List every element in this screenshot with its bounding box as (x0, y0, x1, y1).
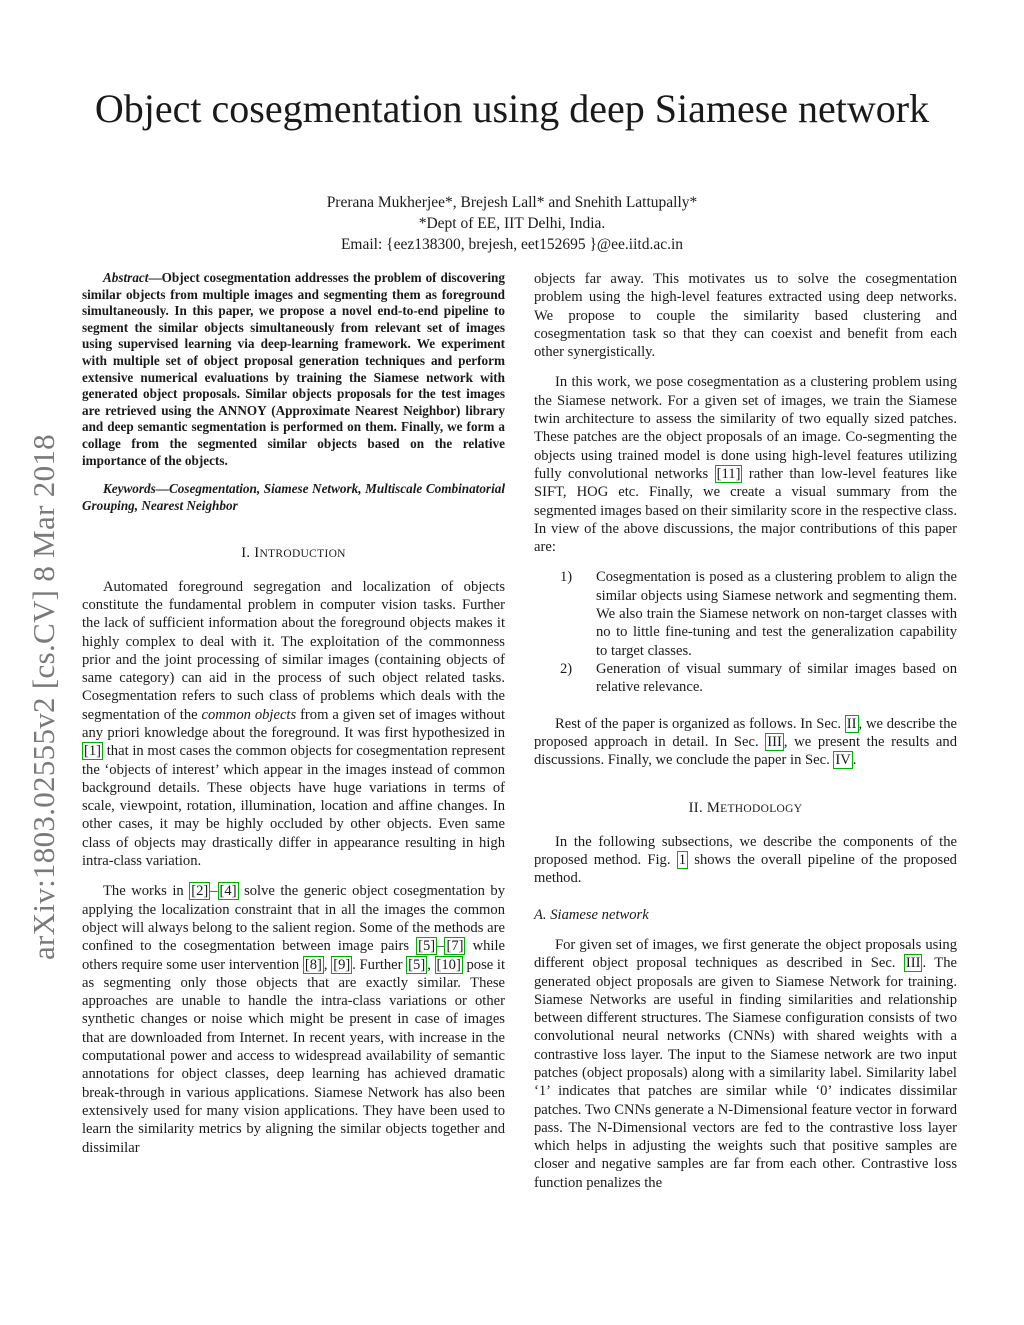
organization-paragraph (534, 715, 957, 770)
abstract-label: Abstract (103, 270, 149, 285)
methodology-paragraph (534, 833, 957, 888)
text-run: solve the generic object cosegmentation by applying the localization constraint that in all the images the common object will always belong to the salient region. Some of the methods are confined to the cosegmentation between image pairs (82, 883, 505, 955)
arxiv-stamp: arXiv:1803.02555v2 [cs.CV] 8 Mar 2018 (26, 434, 61, 960)
citation-link[interactable]: [2] (191, 883, 209, 900)
text-run: pose it as segmenting only those objects that are exactly similar. These approaches are unable to handle the intra-class variations or other synthetic changes or noise which might be present in case of images that are downloaded from Internet. In recent years, with increase in the computational power and access to widespread availability of semantic annotations for object classes, deep learning has achieved dramatic break-through in various applications. Siamese Network has also been extensively used for many vision applications. They have been used to learn the similarity metrics by aligning the similar objects together and dissimilar (82, 956, 506, 1156)
section-link[interactable]: III (905, 955, 921, 972)
text-run: In the following subsections, we describe the components of the proposed method. Fig. (534, 833, 957, 869)
abstract-text: —Object cosegmentation addresses the problem of discovering similar objects from multiple images and segmenting them as foreground simultaneously. In this paper, we propose a novel end-to-end pipeline to segment the similar objects simultaneously from relevant set of images using supervised learning via deep-learning framework. We experiment with multiple set of object proposal generation techniques and perform extensive numerical evaluations by training the Siamese network with generated object proposals. Similar objects proposals for the test images are retrieved using the ANNOY (Approximate Nearest Neighbor) library and deep semantic segmentation is performed on them. Finally, we form a collage from the segmented similar objects based on the relative importance of the objects. (82, 270, 505, 468)
citation-link[interactable]: [9] (333, 956, 351, 973)
author-block (0, 192, 1024, 255)
emphasis: common objects (201, 706, 297, 723)
left-column (82, 270, 505, 1157)
citation-link[interactable]: [8] (304, 956, 322, 973)
text-run: that in most cases the common objects for cosegmentation represent the ‘objects of interest’ which appear in the images instead of common background details. These objects have huge variations in terms of scale, viewpoint, rotation, illumination, location and affine changes. In other cases, it may be highly occluded by other objects. Even same class of objects may drastically differ in appearance resulting in high intra-class variation. (82, 743, 505, 870)
text-run: , we describe the proposed approach in detail. In Sec. (534, 715, 957, 750)
text-run: – (437, 938, 445, 955)
section-link[interactable]: IV (835, 752, 851, 769)
intro-first: I (254, 545, 260, 562)
siamese-paragraph (534, 936, 957, 1192)
section-link[interactable]: II (846, 715, 857, 732)
author-affiliation: *Dept of EE, IIT Delhi, India. (418, 215, 606, 232)
author-email: Email: {eez138300, brejesh, eet152695 }@ee.iitd.ac.in (340, 236, 684, 253)
text-run: , (427, 956, 435, 973)
contributions-list (534, 568, 957, 696)
list-number: 1) (560, 569, 573, 586)
list-text: Cosegmentation is posed as a clustering problem to align the similar objects using Siamese network and segmenting them. We also train the Siamese network on non-target classes with no to little fine-tuning and test the generalization capability to target classes. (596, 569, 957, 659)
text-run: The works in (103, 883, 190, 900)
citation-link[interactable]: [5] (418, 938, 436, 955)
keywords-label: Keywords (103, 481, 156, 497)
citation-link[interactable]: [4] (219, 883, 237, 900)
author-names: Prerana Mukherjee*, Brejesh Lall* and Snehith Lattupally* (326, 194, 698, 211)
text-run: while others require some user intervention (82, 938, 505, 973)
abstract (82, 270, 505, 469)
subsection-heading-siamese: A. Siamese network (534, 906, 649, 923)
text-run: Automated foreground segregation and localization of objects constitute the fundamental problem in computer vision tasks. Further the lack of sufficient information about the foreground objects makes it highly complex to deal with it. The exploitation of the commonness prior and the joint processing of similar images (containing objects of same category) can aid in the process of such object related tasks. Cosegmentation refers to such class of problems which deals with the segmentation of the (82, 578, 505, 723)
section-link[interactable]: III (767, 733, 782, 750)
text-run: shows the overall pipeline of the proposed method. (534, 852, 957, 887)
intro-paragraph-1 (82, 578, 505, 871)
citation-link[interactable]: [5] (408, 956, 426, 973)
section-heading-introduction (82, 544, 505, 563)
citation-link[interactable]: [7] (446, 938, 464, 955)
text-run: – (210, 883, 218, 900)
text-run: , we present the results and discussions. Finally, we conclude the paper in Sec. (534, 733, 957, 769)
right-paragraph-2 (534, 373, 957, 556)
section-heading-methodology (534, 799, 957, 818)
paper-title: Object cosegmentation using deep Siamese network (94, 86, 930, 131)
text-run: For given set of images, we first generate the object proposals using different object proposal techniques as described in Sec. (534, 936, 957, 972)
figure-link[interactable]: 1 (678, 852, 687, 869)
text-run: , (323, 956, 332, 973)
right-paragraph-1: objects far away. This motivates us to solve the cosegmentation problem using the high-level features extracted using deep networks. We propose to couple the similarity based clustering and cosegmentation task so that they can coexist and benefit from each other synergistically. (534, 271, 957, 361)
keywords-text: —Cosegmentation, Siamese Network, Multiscale Combinatorial Grouping, Nearest Neighbor (82, 481, 505, 513)
citation-link[interactable]: [1] (84, 743, 102, 760)
right-column (534, 270, 957, 1192)
intro-rest: NTRODUCTION (259, 548, 346, 561)
text-run: . (852, 752, 857, 769)
keywords (82, 481, 505, 514)
list-number: 2) (560, 660, 573, 677)
text-run: In this work, we pose cosegmentation as a clustering problem using the Siamese network. For a given set of images, we train the Siamese twin architecture to assess the similarity of two equally sized patches. These patches are the object proposals of an image. Co-segmenting the objects using trained model is done using high-level features utilizing fully convolutional networks (534, 374, 957, 482)
text-run: from a given set of images without any priori knowledge about the foreground. It was first hypothesized in (82, 706, 505, 741)
method-rest: ETHODOLOGY (720, 803, 803, 816)
text-run: rather than low-level features like SIFT, HOG etc. Finally, we create a visual summary from the segmented images based on their similarity score in the respective class. In view of the above discussions, the major contributions of this paper are: (534, 465, 957, 556)
method-num: II. (688, 800, 703, 817)
text-run: . Further (352, 956, 407, 973)
intro-paragraph-2 (82, 882, 505, 1156)
intro-num: I. (241, 545, 251, 562)
citation-link[interactable]: [11] (716, 465, 741, 482)
list-item (534, 568, 957, 659)
method-first: M (706, 800, 721, 817)
citation-link[interactable]: [10] (436, 956, 461, 973)
text-run: . The generated object proposals are given to Siamese Network for training. Siamese Networks are useful in finding similarities and relationship between different structures. The Siamese configuration consists of two convolutional neural networks (CNNs) with shared weights with a contrastive loss layer. The input to the Siamese network are two input patches (object proposals) along with a similarity label. Similarity label ‘1’ indicates that patches are similar while ‘0’ indicates dissimilar patches. Two CNNs generate a N-Dimensional feature vector in forward pass. The N-Dimensional vectors are fed to the contrastive loss layer which helps in adjusting the weights such that positive samples are closer and negative samples are far from each other. Contrastive loss function penalizes the (534, 955, 957, 1191)
list-item (534, 660, 957, 697)
list-text: Generation of visual summary of similar images based on relative relevance. (596, 660, 957, 696)
text-run: Rest of the paper is organized as follows. In Sec. (555, 715, 845, 732)
